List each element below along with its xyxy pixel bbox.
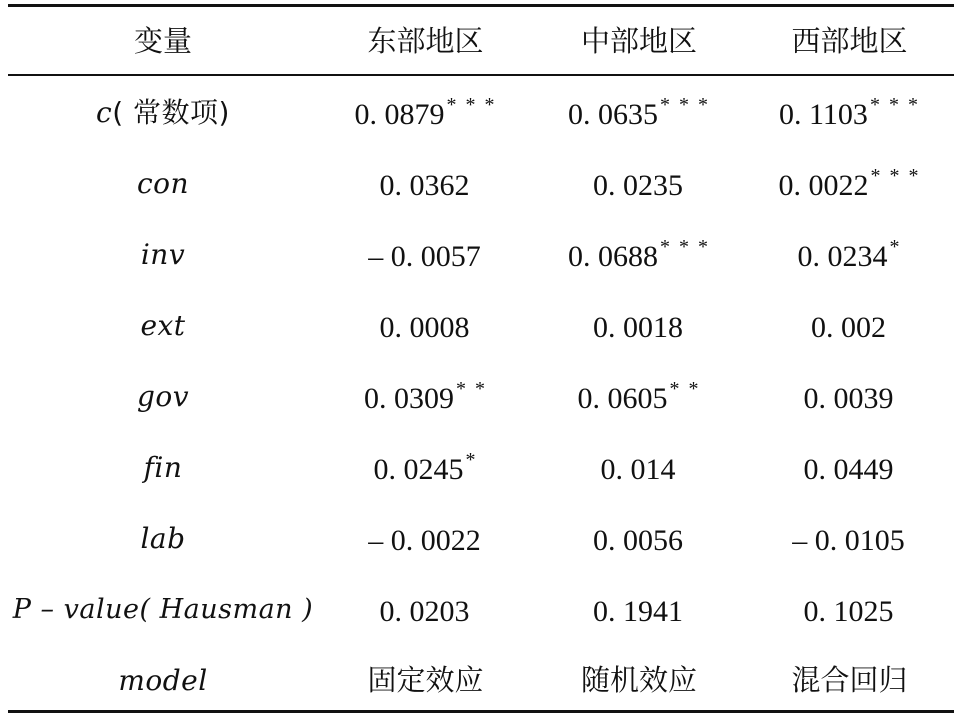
east-model: 固定效应 (367, 663, 484, 697)
central-value: 0. 014 (600, 453, 676, 486)
central-value: 0. 0688 (568, 240, 658, 273)
table-row (8, 361, 954, 432)
central-significance: * * * (660, 236, 710, 258)
east-significance: * (465, 449, 478, 471)
central-cell (533, 450, 745, 485)
east-cell (318, 521, 533, 556)
west-cell (745, 521, 954, 556)
east-significance: * * (456, 378, 487, 400)
east-value: 0. 0203 (379, 595, 470, 628)
west-model: 混合回归 (791, 663, 908, 697)
model-row (8, 645, 954, 716)
table-row (8, 432, 954, 503)
east-value: – 0. 0022 (368, 524, 481, 557)
central-value: 0. 0605 (577, 382, 668, 415)
west-cell (745, 95, 954, 130)
east-cell (318, 308, 533, 343)
central-value: 0. 0018 (593, 311, 683, 344)
variable-name: gov (136, 379, 190, 413)
variable-name: P – value( Hausman ) (12, 594, 314, 625)
variable-name: inv (140, 237, 186, 271)
table-row (8, 148, 954, 219)
header-central: 中部地区 (580, 24, 697, 58)
east-cell (318, 379, 533, 414)
west-cell (745, 450, 954, 485)
central-cell (533, 592, 745, 627)
east-value: – 0. 0057 (368, 240, 481, 273)
table-row (8, 290, 954, 361)
variable-cell (8, 95, 318, 129)
west-cell (745, 592, 954, 627)
variable-name: fin (143, 450, 183, 484)
west-cell (745, 308, 954, 343)
central-significance: * * * (660, 94, 710, 116)
central-value: 0. 0056 (593, 524, 683, 557)
central-cell (533, 379, 745, 414)
west-significance: * * * (870, 165, 921, 187)
east-cell (318, 237, 533, 272)
central-cell (533, 308, 745, 343)
central-value: 0. 0635 (568, 98, 658, 131)
east-cell (318, 592, 533, 627)
west-value: – 0. 0105 (792, 524, 905, 557)
header-rule (8, 74, 954, 76)
east-value: 0. 0362 (379, 169, 470, 202)
east-value: 0. 0245 (373, 453, 464, 486)
east-value: 0. 0879 (354, 98, 445, 131)
west-value: 0. 002 (811, 311, 886, 344)
east-significance: * * * (446, 94, 497, 116)
table-row (8, 503, 954, 574)
west-value: 0. 1025 (803, 595, 894, 628)
east-cell (318, 166, 533, 201)
central-value: 0. 1941 (593, 595, 683, 628)
west-value: 0. 0039 (803, 382, 894, 415)
east-value: 0. 0008 (379, 311, 470, 344)
central-cell (533, 95, 745, 130)
header-east: 东部地区 (367, 24, 484, 58)
west-value: 0. 0022 (778, 169, 869, 202)
west-significance: * * * (869, 94, 920, 116)
west-value: 0. 1103 (779, 98, 868, 131)
variable-name: con (136, 166, 190, 200)
west-value: 0. 0449 (803, 453, 894, 486)
west-cell (745, 166, 954, 201)
variable-suffix: ( 常数项) (112, 95, 230, 129)
west-value: 0. 0234 (797, 240, 888, 273)
header-west: 西部地区 (791, 24, 908, 58)
header-variable: 变量 (133, 24, 192, 58)
east-value: 0. 0309 (364, 382, 454, 415)
bottom-rule (8, 710, 954, 713)
west-cell (745, 379, 954, 414)
central-model: 随机效应 (580, 663, 697, 697)
variable-name: ext (140, 308, 186, 342)
variable-name: c (96, 95, 113, 129)
central-cell (533, 166, 745, 201)
model-label: model (118, 663, 208, 697)
table-row (8, 77, 954, 148)
table-row (8, 219, 954, 290)
central-value: 0. 0235 (593, 169, 683, 202)
central-cell (533, 521, 745, 556)
central-significance: * * (669, 378, 701, 400)
variable-name: lab (140, 521, 186, 555)
header-row (8, 6, 954, 77)
west-cell (745, 237, 954, 272)
east-cell (318, 95, 533, 130)
west-significance: * (889, 236, 902, 258)
table-row (8, 574, 954, 645)
central-cell (533, 237, 745, 272)
east-cell (318, 450, 533, 485)
